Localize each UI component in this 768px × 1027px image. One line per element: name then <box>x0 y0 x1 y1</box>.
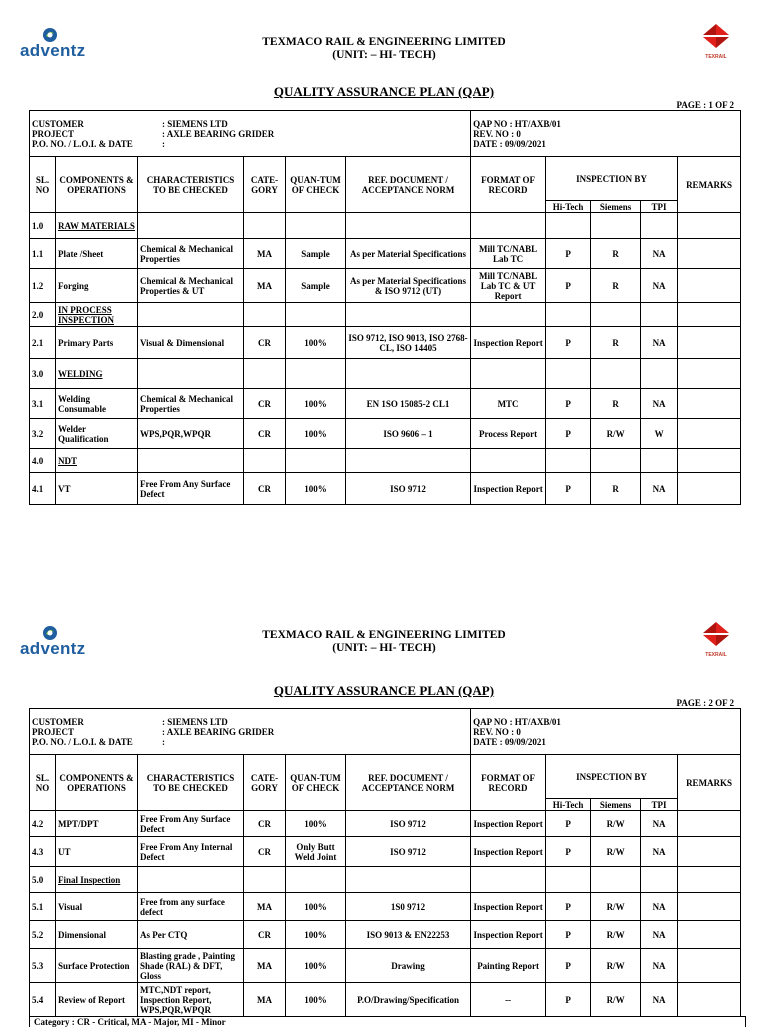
cell-category: MA <box>244 893 286 921</box>
cell-siemens: R/W <box>591 921 641 949</box>
cell-quantum: 100% <box>286 983 346 1017</box>
cell-remarks <box>678 419 741 449</box>
customer-label: CUSTOMER <box>32 118 84 129</box>
rev-no: REV. NO : 0 <box>473 726 521 737</box>
adventz-logo <box>20 625 100 661</box>
cell-empty <box>471 213 546 239</box>
qap-no: QAP NO : HT/AXB/01 <box>473 716 561 727</box>
cell-sl: 2.0 <box>30 303 56 327</box>
cell-sl: 3.2 <box>30 419 56 449</box>
company-line-2: (UNIT: – HI- TECH) <box>332 642 436 654</box>
cell-siemens: R/W <box>591 949 641 983</box>
texrail-logo <box>696 622 736 658</box>
cell-siemens: R <box>591 239 641 269</box>
cell-empty <box>546 867 591 893</box>
section-row <box>30 213 741 239</box>
cell-quantum: 100% <box>286 327 346 359</box>
cell-section-title: Final Inspection <box>56 867 138 893</box>
cell-reference: ISO 9013 & EN22253 <box>346 921 471 949</box>
cell-empty <box>591 303 641 327</box>
cell-format: Inspection Report <box>471 327 546 359</box>
qap-table-page-1 <box>29 110 741 505</box>
cell-component: Dimensional <box>56 921 138 949</box>
cell-siemens: R/W <box>591 419 641 449</box>
cell-tpi: NA <box>641 921 678 949</box>
col-components: COMPONENTS & OPERATIONS <box>56 755 138 811</box>
cell-empty <box>346 213 471 239</box>
customer-block <box>30 709 471 755</box>
texrail-diamond-icon <box>703 24 729 48</box>
cell-hitech: P <box>546 239 591 269</box>
cell-empty <box>546 449 591 473</box>
cell-hitech: P <box>546 419 591 449</box>
cell-hitech: P <box>546 811 591 837</box>
cell-siemens: R <box>591 269 641 303</box>
cell-empty <box>471 359 546 389</box>
cell-siemens: R/W <box>591 893 641 921</box>
cell-siemens: R/W <box>591 983 641 1017</box>
company-name <box>200 36 568 62</box>
cell-empty <box>244 213 286 239</box>
col-siemens: Siemens <box>591 201 641 213</box>
cell-sl: 5.0 <box>30 867 56 893</box>
cell-component: Visual <box>56 893 138 921</box>
cell-characteristics: Chemical & Mechanical Properties <box>138 239 244 269</box>
cell-empty <box>471 303 546 327</box>
po-value: : <box>162 138 165 149</box>
qap-title: QUALITY ASSURANCE PLAN (QAP) <box>273 683 495 698</box>
cell-sl: 4.2 <box>30 811 56 837</box>
cell-format: MTC <box>471 389 546 419</box>
col-sl: SL. NO <box>30 157 56 213</box>
category-legend: Category : CR - Critical, MA - Major, MI - Minor <box>29 1016 746 1027</box>
cell-quantum: 100% <box>286 811 346 837</box>
table-row <box>30 837 741 867</box>
po-value: : <box>162 736 165 747</box>
cell-category: CR <box>244 419 286 449</box>
cell-empty <box>546 303 591 327</box>
cell-remarks <box>678 473 741 505</box>
cell-tpi: NA <box>641 327 678 359</box>
adventz-wordmark: adventz <box>20 639 86 658</box>
col-characteristics: CHARACTERISTICS TO BE CHECKED <box>138 157 244 213</box>
cell-tpi: NA <box>641 269 678 303</box>
customer-value: : SIEMENS LTD <box>162 118 228 129</box>
texrail-logo <box>696 24 736 60</box>
cell-section-title: NDT <box>56 449 138 473</box>
cell-empty <box>286 449 346 473</box>
cell-remarks <box>678 949 741 983</box>
cell-remarks <box>678 811 741 837</box>
cell-empty <box>244 867 286 893</box>
cell-format: Inspection Report <box>471 893 546 921</box>
table-row <box>30 419 741 449</box>
col-sl: SL. NO <box>30 755 56 811</box>
col-remarks: REMARKS <box>678 157 741 213</box>
col-hitech: Hi-Tech <box>546 201 591 213</box>
cell-category: CR <box>244 837 286 867</box>
cell-empty <box>591 359 641 389</box>
cell-component: Plate /Sheet <box>56 239 138 269</box>
col-quantum: QUAN-TUM OF CHECK <box>286 755 346 811</box>
cell-characteristics: MTC,NDT report, Inspection Report, WPS,PQR,WPQR <box>138 983 244 1017</box>
cell-characteristics: As Per CTQ <box>138 921 244 949</box>
texrail-wordmark: TEXRAIL <box>705 54 727 60</box>
cell-component: Review of Report <box>56 983 138 1017</box>
cell-reference: 1S0 9712 <box>346 893 471 921</box>
cell-remarks <box>678 837 741 867</box>
cell-quantum: 100% <box>286 419 346 449</box>
col-inspection-by: INSPECTION BY <box>546 157 678 201</box>
cell-component: MPT/DPT <box>56 811 138 837</box>
cell-reference: As per Material Specifications <box>346 239 471 269</box>
cell-empty <box>138 449 244 473</box>
cell-sl: 4.3 <box>30 837 56 867</box>
cell-empty <box>678 449 741 473</box>
qap-table-page-2 <box>29 708 741 1017</box>
qap-date: DATE : 09/09/2021 <box>473 736 546 747</box>
cell-sl: 5.3 <box>30 949 56 983</box>
cell-format: Inspection Report <box>471 921 546 949</box>
column-header-row <box>30 755 741 799</box>
qap-rows-page-1 <box>30 213 741 505</box>
cell-category: CR <box>244 389 286 419</box>
table-row <box>30 893 741 921</box>
table-row <box>30 389 741 419</box>
cell-empty <box>546 213 591 239</box>
cell-empty <box>286 303 346 327</box>
cell-reference: ISO 9712 <box>346 473 471 505</box>
col-reference: REF. DOCUMENT / ACCEPTANCE NORM <box>346 755 471 811</box>
adventz-wordmark: adventz <box>20 41 86 60</box>
col-characteristics: CHARACTERISTICS TO BE CHECKED <box>138 755 244 811</box>
col-inspection-by: INSPECTION BY <box>546 755 678 799</box>
qap-ref-block <box>471 709 741 755</box>
cell-empty <box>678 867 741 893</box>
po-label: P.O. NO. / L.O.I. & DATE <box>32 736 133 747</box>
col-reference: REF. DOCUMENT / ACCEPTANCE NORM <box>346 157 471 213</box>
col-remarks: REMARKS <box>678 755 741 811</box>
cell-quantum: 100% <box>286 893 346 921</box>
cell-format: Inspection Report <box>471 473 546 505</box>
header-info-row <box>30 709 741 755</box>
po-label: P.O. NO. / L.O.I. & DATE <box>32 138 133 149</box>
cell-empty <box>138 303 244 327</box>
section-row <box>30 449 741 473</box>
cell-sl: 1.0 <box>30 213 56 239</box>
cell-sl: 2.1 <box>30 327 56 359</box>
cell-hitech: P <box>546 389 591 419</box>
header-info-row <box>30 111 741 157</box>
cell-hitech: P <box>546 893 591 921</box>
cell-sl: 5.2 <box>30 921 56 949</box>
cell-component: Welding Consumable <box>56 389 138 419</box>
table-row <box>30 949 741 983</box>
cell-empty <box>641 303 678 327</box>
cell-empty <box>286 359 346 389</box>
cell-characteristics: Free from any surface defect <box>138 893 244 921</box>
cell-empty <box>546 359 591 389</box>
cell-characteristics: Free From Any Internal Defect <box>138 837 244 867</box>
customer-block <box>30 111 471 157</box>
cell-empty <box>138 359 244 389</box>
col-format: FORMAT OF RECORD <box>471 157 546 213</box>
cell-sl: 3.0 <box>30 359 56 389</box>
cell-format: Mill TC/NABL Lab TC <box>471 239 546 269</box>
cell-component: VT <box>56 473 138 505</box>
company-line-1: TEXMACO RAIL & ENGINEERING LIMITED <box>262 36 506 48</box>
cell-hitech: P <box>546 949 591 983</box>
cell-sl: 3.1 <box>30 389 56 419</box>
column-header-row <box>30 157 741 201</box>
col-quantum: QUAN-TUM OF CHECK <box>286 157 346 213</box>
cell-empty <box>244 359 286 389</box>
cell-sl: 1.2 <box>30 269 56 303</box>
cell-category: MA <box>244 239 286 269</box>
cell-category: MA <box>244 269 286 303</box>
cell-empty <box>641 867 678 893</box>
company-line-1: TEXMACO RAIL & ENGINEERING LIMITED <box>262 629 506 641</box>
cell-empty <box>244 303 286 327</box>
cell-tpi: NA <box>641 893 678 921</box>
cell-siemens: R/W <box>591 837 641 867</box>
qap-ref-block <box>471 111 741 157</box>
cell-empty <box>346 867 471 893</box>
cell-quantum: Only Butt Weld Joint <box>286 837 346 867</box>
cell-characteristics: Free From Any Surface Defect <box>138 811 244 837</box>
cell-empty <box>346 359 471 389</box>
table-row <box>30 983 741 1017</box>
cell-section-title: IN PROCESS INSPECTION <box>56 303 138 327</box>
texrail-wordmark: TEXRAIL <box>705 652 727 658</box>
cell-component: Primary Parts <box>56 327 138 359</box>
table-row <box>30 239 741 269</box>
cell-hitech: P <box>546 837 591 867</box>
cell-quantum: 100% <box>286 389 346 419</box>
cell-empty <box>591 867 641 893</box>
cell-sl: 5.4 <box>30 983 56 1017</box>
cell-category: CR <box>244 811 286 837</box>
cell-reference: Drawing <box>346 949 471 983</box>
cell-empty <box>346 449 471 473</box>
cell-empty <box>286 867 346 893</box>
col-tpi: TPI <box>641 201 678 213</box>
cell-reference: ISO 9712 <box>346 837 471 867</box>
project-value: : AXLE BEARING GRIDER <box>162 128 275 139</box>
cell-reference: P.O/Drawing/Specification <box>346 983 471 1017</box>
cell-empty <box>641 449 678 473</box>
cell-quantum: Sample <box>286 239 346 269</box>
cell-quantum: Sample <box>286 269 346 303</box>
cell-characteristics: Chemical & Mechanical Properties <box>138 389 244 419</box>
cell-siemens: R <box>591 327 641 359</box>
cell-section-title: WELDING <box>56 359 138 389</box>
cell-characteristics: Free From Any Surface Defect <box>138 473 244 505</box>
cell-quantum: 100% <box>286 949 346 983</box>
cell-quantum: 100% <box>286 921 346 949</box>
rev-no: REV. NO : 0 <box>473 128 521 139</box>
table-row <box>30 269 741 303</box>
cell-category: MA <box>244 949 286 983</box>
cell-hitech: P <box>546 983 591 1017</box>
cell-tpi: NA <box>641 811 678 837</box>
cell-component: Surface Protection <box>56 949 138 983</box>
cell-tpi: NA <box>641 949 678 983</box>
cell-characteristics: WPS,PQR,WPQR <box>138 419 244 449</box>
cell-empty <box>138 213 244 239</box>
cell-sl: 4.0 <box>30 449 56 473</box>
cell-siemens: R <box>591 473 641 505</box>
cell-empty <box>346 303 471 327</box>
cell-characteristics: Visual & Dimensional <box>138 327 244 359</box>
cell-format: Inspection Report <box>471 837 546 867</box>
cell-format: Mill TC/NABL Lab TC & UT Report <box>471 269 546 303</box>
cell-siemens: R <box>591 389 641 419</box>
cell-component: Forging <box>56 269 138 303</box>
cell-category: MA <box>244 983 286 1017</box>
cell-reference: ISO 9606 – 1 <box>346 419 471 449</box>
company-name <box>200 629 568 655</box>
customer-value: : SIEMENS LTD <box>162 716 228 727</box>
cell-remarks <box>678 893 741 921</box>
col-format: FORMAT OF RECORD <box>471 755 546 811</box>
cell-empty <box>244 449 286 473</box>
cell-empty <box>678 303 741 327</box>
cell-empty <box>471 449 546 473</box>
project-label: PROJECT <box>32 128 75 139</box>
cell-format: Painting Report <box>471 949 546 983</box>
cell-tpi: NA <box>641 389 678 419</box>
cell-siemens: R/W <box>591 811 641 837</box>
project-label: PROJECT <box>32 726 75 737</box>
cell-category: CR <box>244 473 286 505</box>
cell-remarks <box>678 921 741 949</box>
cell-remarks <box>678 327 741 359</box>
cell-reference: ISO 9712, ISO 9013, ISO 2768-CL, ISO 14405 <box>346 327 471 359</box>
cell-reference: ISO 9712 <box>346 811 471 837</box>
col-siemens: Siemens <box>591 799 641 811</box>
project-value: : AXLE BEARING GRIDER <box>162 726 275 737</box>
cell-quantum: 100% <box>286 473 346 505</box>
cell-characteristics: Chemical & Mechanical Properties & UT <box>138 269 244 303</box>
cell-remarks <box>678 239 741 269</box>
cell-tpi: NA <box>641 473 678 505</box>
cell-empty <box>591 213 641 239</box>
cell-empty <box>641 213 678 239</box>
customer-label: CUSTOMER <box>32 716 84 727</box>
adventz-logo <box>20 27 100 63</box>
qap-date: DATE : 09/09/2021 <box>473 138 546 149</box>
table-row <box>30 473 741 505</box>
col-category: CATE-GORY <box>244 755 286 811</box>
cell-hitech: P <box>546 921 591 949</box>
table-row <box>30 327 741 359</box>
cell-remarks <box>678 269 741 303</box>
company-line-2: (UNIT: – HI- TECH) <box>332 49 436 61</box>
col-components: COMPONENTS & OPERATIONS <box>56 157 138 213</box>
cell-component: UT <box>56 837 138 867</box>
cell-characteristics: Blasting grade , Painting Shade (RAL) & DFT, Gloss <box>138 949 244 983</box>
cell-empty <box>641 359 678 389</box>
cell-hitech: P <box>546 473 591 505</box>
cell-remarks <box>678 389 741 419</box>
qap-page-2 <box>0 598 768 1024</box>
table-row <box>30 921 741 949</box>
section-row <box>30 867 741 893</box>
col-hitech: Hi-Tech <box>546 799 591 811</box>
cell-tpi: W <box>641 419 678 449</box>
cell-reference: EN 1SO 15085-2 CL1 <box>346 389 471 419</box>
col-tpi: TPI <box>641 799 678 811</box>
cell-empty <box>591 449 641 473</box>
qap-no: QAP NO : HT/AXB/01 <box>473 118 561 129</box>
cell-format: Process Report <box>471 419 546 449</box>
table-row <box>30 811 741 837</box>
cell-category: CR <box>244 327 286 359</box>
cell-tpi: NA <box>641 239 678 269</box>
cell-empty <box>138 867 244 893</box>
section-row <box>30 359 741 389</box>
page-number: PAGE : 1 OF 2 <box>676 100 734 110</box>
cell-remarks <box>678 983 741 1017</box>
cell-empty <box>471 867 546 893</box>
cell-empty <box>678 213 741 239</box>
section-row <box>30 303 741 327</box>
col-category: CATE-GORY <box>244 157 286 213</box>
qap-rows-page-2 <box>30 811 741 1017</box>
cell-sl: 4.1 <box>30 473 56 505</box>
qap-title: QUALITY ASSURANCE PLAN (QAP) <box>273 84 495 99</box>
texrail-diamond-icon <box>703 622 729 646</box>
cell-hitech: P <box>546 269 591 303</box>
cell-sl: 1.1 <box>30 239 56 269</box>
cell-sl: 5.1 <box>30 893 56 921</box>
cell-component: Welder Qualification <box>56 419 138 449</box>
cell-format: Inspection Report <box>471 811 546 837</box>
cell-tpi: NA <box>641 837 678 867</box>
cell-empty <box>286 213 346 239</box>
cell-reference: As per Material Specifications & ISO 9712 (UT) <box>346 269 471 303</box>
cell-empty <box>678 359 741 389</box>
page-number: PAGE : 2 OF 2 <box>676 698 734 708</box>
cell-category: CR <box>244 921 286 949</box>
cell-format: -- <box>471 983 546 1017</box>
cell-tpi: NA <box>641 983 678 1017</box>
cell-section-title: RAW MATERIALS <box>56 213 138 239</box>
cell-hitech: P <box>546 327 591 359</box>
